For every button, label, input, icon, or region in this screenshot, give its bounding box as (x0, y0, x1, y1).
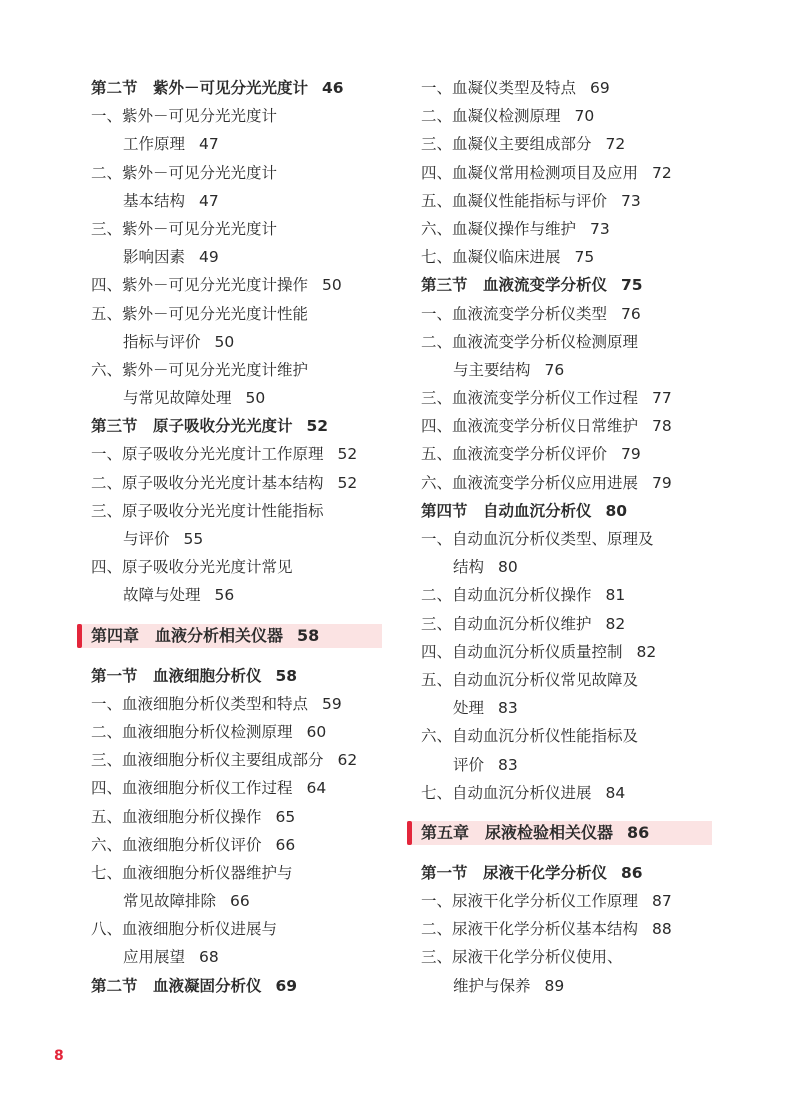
toc-entry-title: 五、自动血沉分析仪常见故障及 (421, 670, 639, 689)
toc-entry-title: 五、血凝仪性能指标与评价 (421, 191, 608, 210)
toc-entry-title: 一、原子吸收分光光度计工作原理 (91, 445, 324, 464)
toc-entry-page: 88 (652, 920, 672, 939)
toc-item-entry[interactable] (421, 581, 721, 609)
toc-entry-title: 维护与保养 (453, 976, 531, 995)
toc-entry-title: 四、自动血沉分析仪质量控制 (421, 642, 623, 661)
toc-section-entry[interactable] (91, 662, 391, 690)
toc-entry-page: 66 (275, 835, 296, 854)
toc-entry-title: 三、血液流变学分析仪工作过程 (421, 389, 639, 408)
toc-entry-page: 58 (297, 625, 320, 645)
toc-entry-page: 70 (574, 107, 595, 126)
toc-item-entry[interactable] (421, 943, 721, 971)
toc-entry-title: 二、血液细胞分析仪检测原理 (91, 722, 293, 741)
toc-item-entry[interactable] (421, 384, 721, 412)
toc-entry-title: 第四节 自动血沉分析仪 (421, 501, 592, 520)
toc-entry-page: 68 (199, 948, 219, 967)
toc-item-entry[interactable] (91, 746, 391, 774)
toc-section-entry[interactable] (421, 859, 721, 887)
toc-item-entry[interactable] (421, 130, 721, 158)
toc-item-entry[interactable] (91, 469, 391, 497)
toc-entry-title: 一、血液细胞分析仪类型和特点 (91, 694, 309, 713)
toc-entry-title: 八、血液细胞分析仪进展与 (91, 920, 278, 939)
toc-entry-page: 80 (498, 558, 518, 577)
toc-entry-title: 七、血液细胞分析仪器维护与 (91, 863, 293, 882)
toc-entry-title: 六、自动血沉分析仪性能指标及 (421, 727, 639, 746)
toc-entry-title: 第一节 血液细胞分析仪 (91, 666, 262, 685)
toc-item-entry[interactable] (421, 722, 721, 750)
toc-entry-page: 86 (627, 822, 650, 842)
toc-entry-page: 75 (574, 248, 595, 267)
toc-sub-entry[interactable] (91, 384, 391, 412)
toc-sub-entry[interactable] (421, 356, 721, 384)
toc-entry-page: 81 (605, 586, 626, 605)
toc-sub-entry[interactable] (421, 751, 721, 779)
toc-entry-page: 58 (275, 666, 298, 685)
toc-entry-title: 与主要结构 (453, 360, 531, 379)
toc-entry-title: 二、尿液干化学分析仪基本结构 (421, 920, 639, 939)
toc-item-entry[interactable] (421, 887, 721, 915)
toc-sub-entry[interactable] (421, 553, 721, 581)
toc-section-entry[interactable] (421, 497, 721, 525)
toc-chapter-entry[interactable] (77, 624, 382, 648)
toc-entry-page: 52 (337, 445, 358, 464)
toc-item-entry[interactable] (421, 412, 721, 440)
toc-entry-title: 二、自动血沉分析仪操作 (421, 586, 592, 605)
page-number: 8 (54, 1048, 64, 1064)
toc-entry-title: 一、尿液干化学分析仪工作原理 (421, 892, 639, 911)
toc-entry-title: 六、血液流变学分析仪应用进展 (421, 473, 639, 492)
toc-entry-title: 第一节 尿液干化学分析仪 (421, 863, 608, 882)
toc-item-entry[interactable] (91, 915, 391, 943)
toc-entry-page: 50 (245, 389, 266, 408)
toc-entry-title: 二、原子吸收分光光度计基本结构 (91, 473, 324, 492)
toc-entry-page: 84 (605, 783, 626, 802)
toc-item-entry[interactable] (421, 300, 721, 328)
toc-entry-title: 五、紫外－可见分光光度计性能 (91, 304, 309, 323)
toc-entry-title: 七、血凝仪临床进展 (421, 248, 561, 267)
toc-entry-title: 六、血液细胞分析仪评价 (91, 835, 262, 854)
toc-entry-title: 第五章 尿液检验相关仪器 (421, 822, 614, 842)
toc-item-entry[interactable] (421, 779, 721, 807)
toc-entry-title: 三、血液细胞分析仪主要组成部分 (91, 751, 324, 770)
toc-entry-title: 四、血液流变学分析仪日常维护 (421, 417, 639, 436)
toc-entry-title: 第三节 原子吸收分光光度计 (91, 417, 293, 436)
toc-sub-entry[interactable] (91, 943, 391, 971)
toc-item-entry[interactable] (421, 74, 721, 102)
toc-item-entry[interactable] (421, 215, 721, 243)
toc-section-entry[interactable] (91, 412, 391, 440)
toc-item-entry[interactable] (91, 803, 391, 831)
toc-entry-title: 常见故障排除 (123, 892, 217, 911)
toc-entry-title: 指标与评价 (123, 332, 201, 351)
toc-entry-page: 52 (306, 417, 329, 436)
toc-entry-title: 第二节 血液凝固分析仪 (91, 976, 262, 995)
toc-entry-title: 五、血液流变学分析仪评价 (421, 445, 608, 464)
toc-entry-page: 56 (214, 586, 235, 605)
toc-entry-page: 82 (605, 614, 626, 633)
toc-entry-title: 一、血液流变学分析仪类型 (421, 304, 608, 323)
toc-entry-title: 与常见故障处理 (123, 389, 232, 408)
toc-entry-page: 73 (590, 219, 610, 238)
toc-entry-page: 79 (652, 473, 672, 492)
toc-entry-page: 79 (621, 445, 641, 464)
toc-right-column (421, 74, 721, 1000)
toc-entry-page: 62 (337, 751, 358, 770)
toc-item-entry[interactable] (421, 102, 721, 130)
toc-entry-page: 87 (652, 892, 672, 911)
toc-item-entry[interactable] (421, 469, 721, 497)
toc-item-entry[interactable] (91, 497, 391, 525)
toc-section-entry[interactable] (91, 972, 391, 1000)
toc-spacer (91, 648, 391, 662)
toc-entry-title: 与评价 (123, 530, 170, 548)
toc-entry-page: 52 (337, 473, 358, 492)
toc-entry-page: 47 (199, 135, 219, 154)
toc-entry-title: 三、原子吸收分光光度计性能指标 (91, 501, 324, 520)
toc-item-entry[interactable] (421, 243, 721, 271)
toc-section-entry[interactable] (91, 74, 391, 102)
toc-entry-title: 三、自动血沉分析仪维护 (421, 614, 592, 633)
toc-entry-title: 四、血液细胞分析仪工作过程 (91, 779, 293, 798)
toc-entry-page: 50 (214, 332, 235, 351)
toc-entry-page: 66 (230, 892, 250, 911)
toc-entry-page: 83 (498, 699, 518, 718)
toc-item-entry[interactable] (91, 356, 391, 384)
toc-entry-title: 七、自动血沉分析仪进展 (421, 783, 592, 802)
toc-sub-entry[interactable] (91, 130, 391, 158)
toc-entry-title: 第二节 紫外－可见分光光度计 (91, 79, 309, 97)
toc-item-entry[interactable] (91, 271, 391, 299)
toc-entry-title: 三、紫外－可见分光光度计 (91, 219, 278, 238)
toc-item-entry[interactable] (91, 300, 391, 328)
toc-entry-title: 二、血液流变学分析仪检测原理 (421, 332, 639, 351)
toc-item-entry[interactable] (421, 915, 721, 943)
toc-entry-title: 工作原理 (123, 135, 186, 154)
toc-sub-entry[interactable] (91, 887, 391, 915)
toc-entry-title: 第三节 血液流变学分析仪 (421, 276, 608, 295)
toc-entry-page: 49 (199, 248, 219, 267)
toc-entry-page: 76 (621, 304, 641, 323)
toc-entry-title: 应用展望 (123, 948, 186, 967)
toc-entry-page: 72 (605, 135, 626, 154)
toc-item-entry[interactable] (421, 610, 721, 638)
toc-sub-entry[interactable] (91, 187, 391, 215)
toc-item-entry[interactable] (91, 553, 391, 581)
toc-sub-entry[interactable] (91, 243, 391, 271)
toc-entry-page: 47 (199, 191, 219, 210)
toc-entry-title: 三、尿液干化学分析仪使用、 (421, 948, 623, 967)
toc-entry-title: 二、血凝仪检测原理 (421, 107, 561, 126)
toc-entry-title: 故障与处理 (123, 586, 201, 605)
toc-entry-page: 78 (652, 417, 672, 436)
toc-entry-page: 60 (306, 722, 327, 741)
toc-entry-title: 四、血凝仪常用检测项目及应用 (421, 163, 639, 182)
toc-entry-title: 一、血凝仪类型及特点 (421, 79, 577, 97)
toc-spacer (91, 610, 391, 624)
toc-item-entry[interactable] (91, 718, 391, 746)
toc-item-entry[interactable] (91, 774, 391, 802)
toc-sub-entry[interactable] (421, 694, 721, 722)
toc-entry-title: 三、血凝仪主要组成部分 (421, 135, 592, 154)
toc-entry-page: 59 (322, 694, 342, 713)
toc-entry-title: 处理 (453, 699, 485, 718)
toc-entry-title: 结构 (453, 558, 485, 577)
toc-spacer (421, 807, 721, 821)
toc-entry-page: 75 (621, 276, 643, 295)
toc-sub-entry[interactable] (421, 972, 721, 1000)
toc-item-entry[interactable] (421, 440, 721, 468)
toc-entry-title: 一、自动血沉分析仪类型、原理及 (421, 530, 654, 548)
toc-entry-title: 评价 (453, 755, 485, 774)
toc-entry-page: 83 (498, 755, 518, 774)
toc-item-entry[interactable] (421, 525, 721, 553)
toc-entry-title: 四、原子吸收分光光度计常见 (91, 558, 293, 577)
toc-entry-title: 四、紫外－可见分光光度计操作 (91, 276, 309, 295)
toc-entry-page: 69 (275, 976, 298, 995)
toc-entry-page: 89 (544, 976, 565, 995)
toc-entry-page: 46 (322, 79, 344, 97)
toc-entry-page: 77 (652, 389, 672, 408)
toc-item-entry[interactable] (91, 859, 391, 887)
toc-spacer (421, 845, 721, 859)
toc-sub-entry[interactable] (91, 581, 391, 609)
toc-item-entry[interactable] (421, 328, 721, 356)
toc-entry-title: 影响因素 (123, 248, 186, 267)
toc-item-entry[interactable] (91, 159, 391, 187)
toc-item-entry[interactable] (421, 638, 721, 666)
toc-chapter-entry[interactable] (407, 821, 712, 845)
toc-item-entry[interactable] (421, 666, 721, 694)
toc-item-entry[interactable] (91, 102, 391, 130)
toc-entry-page: 69 (590, 79, 610, 97)
toc-entry-title: 二、紫外－可见分光光度计 (91, 163, 278, 182)
toc-entry-title: 六、紫外－可见分光光度计维护 (91, 360, 309, 379)
toc-entry-page: 86 (621, 863, 643, 882)
toc-item-entry[interactable] (91, 440, 391, 468)
toc-item-entry[interactable] (91, 215, 391, 243)
toc-entry-title: 五、血液细胞分析仪操作 (91, 807, 262, 826)
toc-entry-page: 64 (306, 779, 327, 798)
toc-item-entry[interactable] (421, 159, 721, 187)
toc-entry-page: 80 (605, 501, 628, 520)
toc-sub-entry[interactable] (91, 328, 391, 356)
toc-item-entry[interactable] (421, 187, 721, 215)
toc-item-entry[interactable] (91, 831, 391, 859)
toc-left-column (91, 74, 391, 1000)
toc-entry-title: 第四章 血液分析相关仪器 (91, 625, 284, 645)
toc-entry-page: 73 (621, 191, 641, 210)
toc-sub-entry[interactable] (91, 525, 391, 553)
toc-entry-page: 82 (636, 642, 657, 661)
toc-entry-page: 50 (322, 276, 342, 295)
toc-item-entry[interactable] (91, 690, 391, 718)
toc-section-entry[interactable] (421, 271, 721, 299)
toc-entry-title: 六、血凝仪操作与维护 (421, 219, 577, 238)
toc-entry-title: 基本结构 (123, 191, 186, 210)
toc-entry-page: 72 (652, 163, 672, 182)
toc-entry-page: 55 (183, 530, 204, 548)
toc-entry-title: 一、紫外－可见分光光度计 (91, 107, 278, 126)
toc-entry-page: 76 (544, 360, 565, 379)
toc-entry-page: 65 (275, 807, 296, 826)
